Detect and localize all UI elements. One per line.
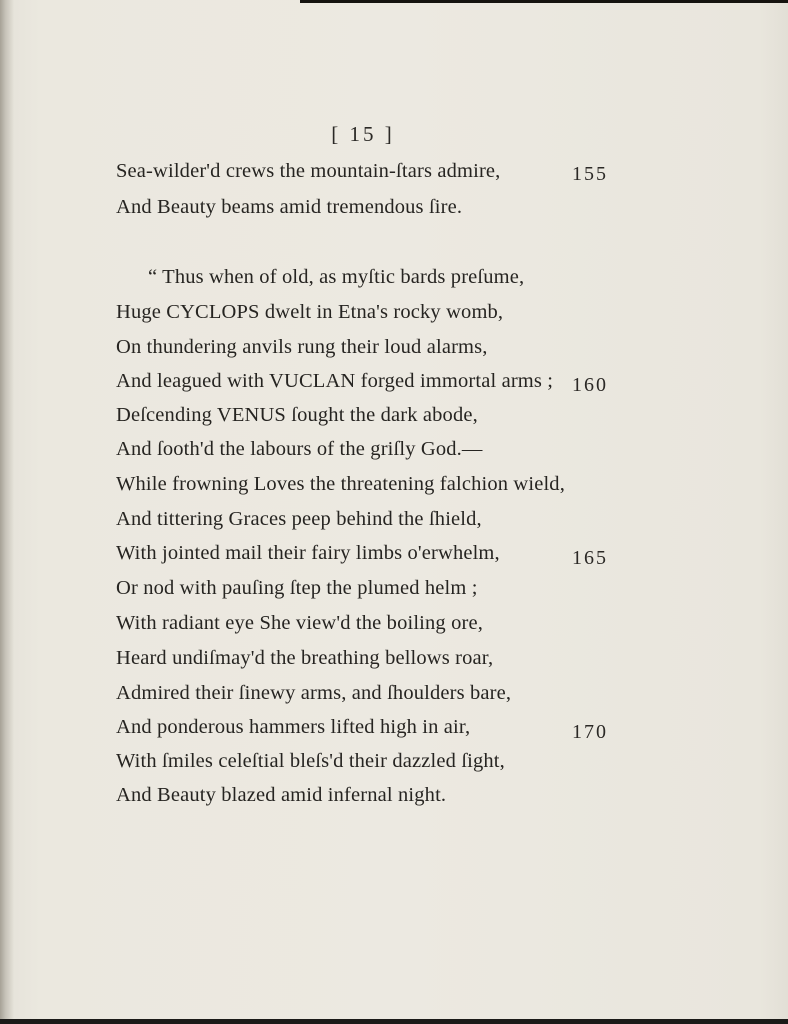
line-number: 170 bbox=[572, 721, 608, 743]
line-number: 155 bbox=[572, 163, 608, 185]
verse-line: On thundering anvils rung their loud alarms, bbox=[116, 336, 488, 358]
verse-line: Heard undiſmay'd the breathing bellows roar, bbox=[116, 647, 494, 669]
verse-line: With ſmiles celeſtial bleſs'd their dazzled ſight, bbox=[116, 750, 505, 772]
verse-line: Sea-wilder'd crews the mountain-ſtars admire, bbox=[116, 160, 501, 182]
verse-line: “ Thus when of old, as myſtic bards preſume, bbox=[148, 266, 525, 288]
verse-line: While frowning Loves the threatening falchion wield, bbox=[116, 473, 565, 495]
line-number: 160 bbox=[572, 374, 608, 396]
verse-line: And ſooth'd the labours of the griſly God.— bbox=[116, 438, 483, 460]
verse-line: Admired their ſinewy arms, and ſhoulders bare, bbox=[116, 682, 512, 704]
page-top-edge bbox=[300, 0, 788, 3]
verse-line: Or nod with pauſing ſtep the plumed helm ; bbox=[116, 577, 478, 599]
verse-line: With jointed mail their fairy limbs o'erwhelm, bbox=[116, 542, 500, 564]
page-bottom-edge bbox=[0, 1019, 788, 1024]
page-number: [ 15 ] bbox=[331, 122, 395, 146]
verse-line: And ponderous hammers lifted high in air, bbox=[116, 716, 471, 738]
line-number: 165 bbox=[572, 547, 608, 569]
verse-line: Huge CYCLOPS dwelt in Etna's rocky womb, bbox=[116, 301, 504, 323]
verse-line: And tittering Graces peep behind the ſhield, bbox=[116, 508, 482, 530]
verse-line: And leagued with VUCLAN forged immortal arms ; bbox=[116, 370, 554, 392]
verse-line: And Beauty beams amid tremendous ſire. bbox=[116, 196, 463, 218]
verse-line: Deſcending VENUS ſought the dark abode, bbox=[116, 404, 478, 426]
verse-line: With radiant eye She view'd the boiling ore, bbox=[116, 612, 483, 634]
gutter-shadow bbox=[0, 0, 14, 1024]
verse-line: And Beauty blazed amid infernal night. bbox=[116, 784, 447, 806]
